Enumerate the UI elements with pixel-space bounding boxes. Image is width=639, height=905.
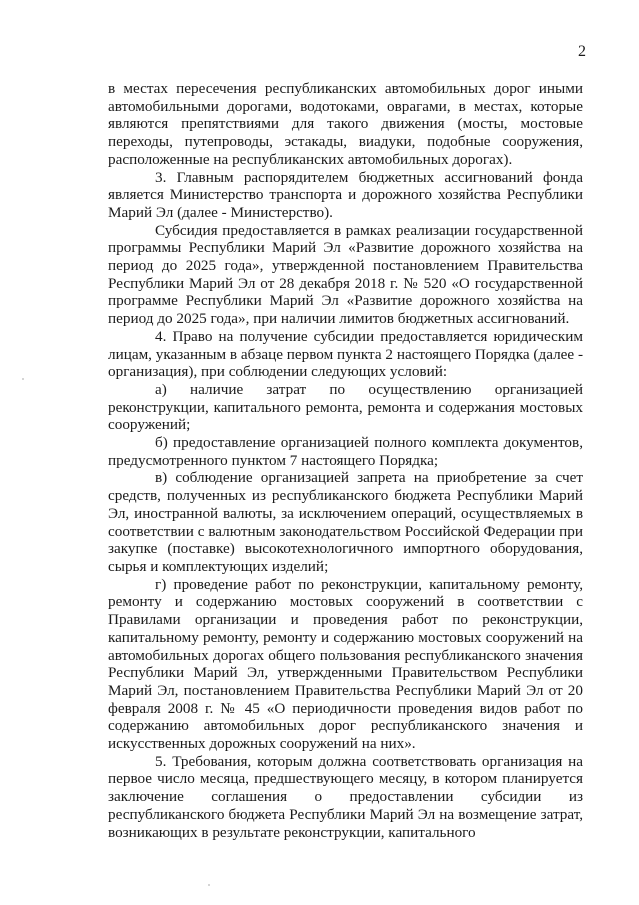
paragraph: 5. Требования, которым должна соответствовать организация на первое число месяца, предшествующего месяцу, в котором планируется заключение соглашения о предоставлении субсидии из республиканского бюджета Республики Марий Эл на возмещение затрат, возникающих в результате реконструкции, капитального (108, 752, 583, 841)
paragraph: г) проведение работ по реконструкции, капитальному ремонту, ремонту и содержанию мостовых сооружений в соответствии с Правилами организации и проведения работ по реконструкции, капитальному ремонту, ремонту и содержанию мостовых сооружений на автомобильных дорогах общего пользования республиканского значения Республики Марий Эл, утвержденными Правительством Республики Марий Эл, постановлением Правительства Республики Марий Эл от 20 февраля 2008 г. № 45 «О периодичности проведения видов работ по содержанию автомобильных дорог республиканского значения и искусственных дорожных сооружений на них». (108, 575, 583, 753)
scan-speck (22, 378, 24, 380)
paragraph: в) соблюдение организацией запрета на приобретение за счет средств, полученных из республиканского бюджета Республики Марий Эл, иностранной валюты, за исключением операций, осуществляемых в соответствии с валютным законодательством Российской Федерации при закупке (поставке) высокотехнологичного импортного оборудования, сырья и комплектующих изделий; (108, 469, 583, 575)
paragraph: в местах пересечения республиканских автомобильных дорог иными автомобильными дорогами, водотоками, оврагами, в местах, которые являются препятствиями для такого движения (мосты, мостовые переходы, путепроводы, эстакады, виадуки, подобные сооружения, расположенные на республиканских автомобильных дорогах). (108, 80, 583, 168)
paragraph: а) наличие затрат по осуществлению организацией реконструкции, капитального ремонта, ремонта и содержания мостовых сооружений; (108, 380, 583, 434)
paragraph: 3. Главным распорядителем бюджетных ассигнований фонда является Министерство транспорта и дорожного хозяйства Республики Марий Эл (далее - Министерство). (108, 168, 583, 221)
scan-speck (208, 884, 210, 886)
paragraph: 4. Право на получение субсидии предоставляется юридическим лицам, указанным в абзаце первом пункта 2 настоящего Порядка (далее - организация), при соблюдении следующих условий: (108, 327, 583, 381)
page-number: 2 (578, 43, 586, 60)
document-body (108, 80, 583, 841)
paragraph: б) предоставление организацией полного комплекта документов, предусмотренного пунктом 7 настоящего Порядка; (108, 434, 583, 469)
paragraph: Субсидия предоставляется в рамках реализации государственной программы Республики Марий Эл «Развитие дорожного хозяйства на период до 2025 года», утвержденной постановлением Правительства Республики Марий Эл от 28 декабря 2018 г. № 520 «О государственной программе Республики Марий Эл «Развитие дорожного хозяйства на период до 2025 года», при наличии лимитов бюджетных ассигнований. (108, 221, 583, 328)
